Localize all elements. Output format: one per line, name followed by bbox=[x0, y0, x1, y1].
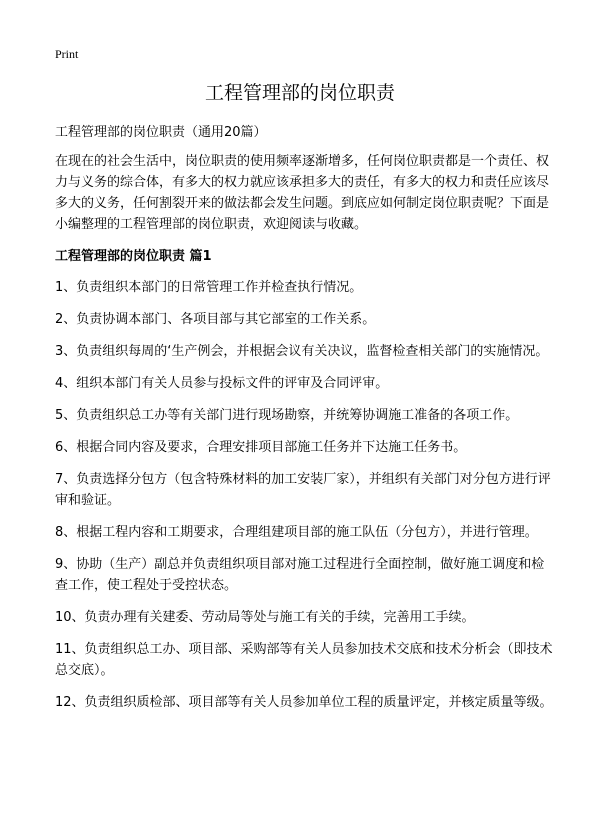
document-subtitle: 工程管理部的岗位职责（通用20篇） bbox=[55, 125, 267, 140]
list-item: 7、负责选择分包方（包含特殊材料的加工安装厂家），并组织有关部门对分包方进行评审和验证。 bbox=[55, 472, 551, 508]
list-item: 1、负责组织本部门的日常管理工作并检查执行情况。 bbox=[55, 280, 363, 295]
list-item: 4、组织本部门有关人员参与投标文件的评审及合同评审。 bbox=[55, 376, 389, 391]
document-body bbox=[55, 122, 555, 724]
page-title: 工程管理部的岗位职责 bbox=[204, 82, 395, 104]
list-item: 9、协助（生产）副总并负责组织项目部对施工过程进行全面控制，做好施工调度和检查工作，使工程处于受控状态。 bbox=[55, 557, 545, 593]
section-heading: 工程管理部的岗位职责 篇1 bbox=[55, 249, 212, 264]
list-item: 10、负责办理有关建委、劳动局等处与施工有关的手续，完善用工手续。 bbox=[55, 610, 475, 625]
list-item: 2、负责协调本部门、各项目部与其它部室的工作关系。 bbox=[55, 312, 376, 327]
list-item: 12、负责组织质检部、项目部等有关人员参加单位工程的质量评定，并核定质量等级。 bbox=[55, 695, 553, 710]
intro-paragraph: 在现在的社会生活中，岗位职责的使用频率逐渐增多，任何岗位职责都是一个责任、权力与义务的综合体，有多大的权力就应该承担多大的责任，有多大的权力和责任应该尽多大的义务，任何割裂开来的做法都会发生问题。到底应如何制定岗位职责呢？下面是小编整理的工程管理部的岗位职责，欢迎阅读与收藏。 bbox=[55, 154, 550, 232]
print-label: Print bbox=[55, 47, 79, 61]
list-item: 5、负责组织总工办等有关部门进行现场勘察，并统筹协调施工准备的各项工作。 bbox=[55, 408, 519, 423]
list-item: 11、负责组织总工办、项目部、采购部等有关人员参加技术交底和技术分析会（即技术总交底）。 bbox=[55, 642, 553, 678]
list-item: 3、负责组织每周的‘生产例会，并根据会议有关决议，监督检查相关部门的实施情况。 bbox=[55, 344, 549, 359]
list-item: 6、根据合同内容及要求，合理安排项目部施工任务并下达施工任务书。 bbox=[55, 440, 467, 455]
list-item: 8、根据工程内容和工期要求，合理组建项目部的施工队伍（分包方），并进行管理。 bbox=[55, 525, 538, 540]
